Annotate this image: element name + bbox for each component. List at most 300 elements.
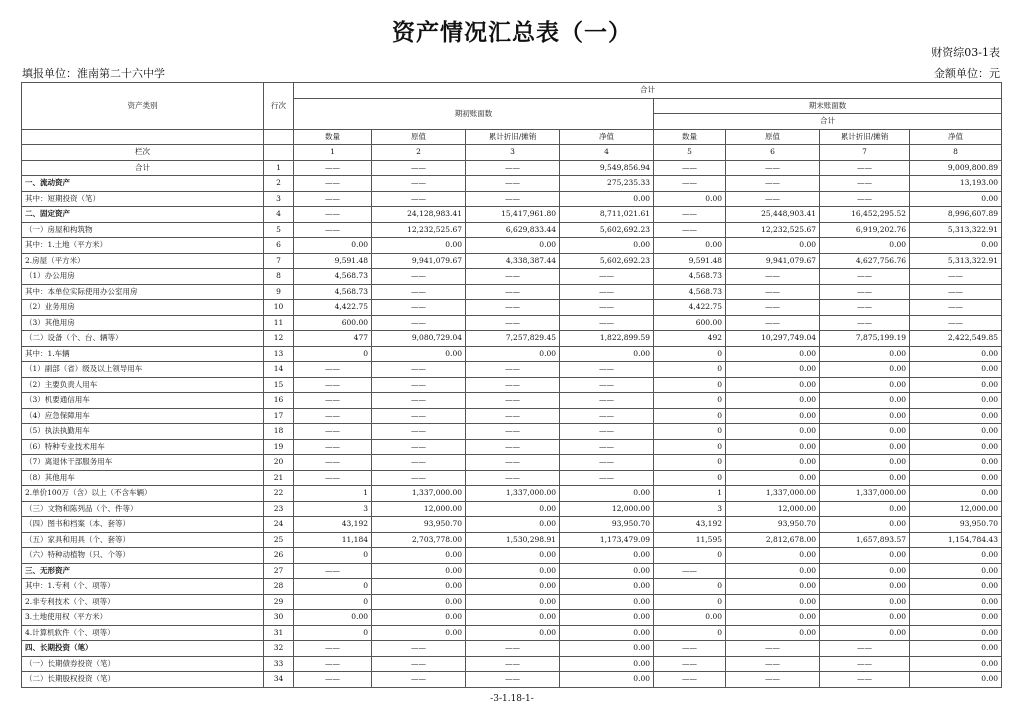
cell-value: 5,602,692.23 bbox=[560, 222, 654, 238]
cell-value: —— bbox=[466, 284, 560, 300]
cell-value: 0.00 bbox=[820, 238, 910, 254]
row-category: （4）应急保障用车 bbox=[22, 408, 264, 424]
row-category: （二）长期股权投资（笔） bbox=[22, 672, 264, 688]
cell-value: 0.00 bbox=[820, 548, 910, 564]
cell-value: 0.00 bbox=[560, 625, 654, 641]
cell-value: —— bbox=[294, 672, 372, 688]
cell-value: 0.00 bbox=[372, 238, 466, 254]
cell-value: —— bbox=[820, 191, 910, 207]
cell-value: 1,530,298.91 bbox=[466, 532, 560, 548]
cell-value: 93,950.70 bbox=[726, 517, 820, 533]
row-number: 28 bbox=[264, 579, 294, 595]
cell-value: 0.00 bbox=[910, 377, 1002, 393]
cell-value: 0.00 bbox=[910, 470, 1002, 486]
cell-value: 0.00 bbox=[560, 579, 654, 595]
cell-value: 1,657,893.57 bbox=[820, 532, 910, 548]
cell-value: —— bbox=[820, 269, 910, 285]
cell-value: 3 bbox=[294, 501, 372, 517]
cell-value: 1 bbox=[654, 486, 726, 502]
table-row bbox=[22, 222, 1002, 238]
header-col: 净值 bbox=[560, 129, 654, 145]
row-category: 2.房屋（平方米） bbox=[22, 253, 264, 269]
cell-value: 477 bbox=[294, 331, 372, 347]
cell-value: 0.00 bbox=[910, 393, 1002, 409]
cell-value: —— bbox=[654, 176, 726, 192]
header-blank bbox=[22, 129, 264, 145]
cell-value: 2,422,549.85 bbox=[910, 331, 1002, 347]
cell-value: —— bbox=[294, 455, 372, 471]
cell-value: —— bbox=[294, 377, 372, 393]
cell-value: 24,128,983.41 bbox=[372, 207, 466, 223]
header-end-balance: 期末账面数 bbox=[654, 98, 1002, 114]
cell-value: 0 bbox=[654, 548, 726, 564]
table-row bbox=[22, 284, 1002, 300]
cell-value: 0.00 bbox=[910, 362, 1002, 378]
table-row bbox=[22, 656, 1002, 672]
cell-value: 0.00 bbox=[560, 563, 654, 579]
cell-value: —— bbox=[294, 408, 372, 424]
cell-value: —— bbox=[466, 191, 560, 207]
row-number: 34 bbox=[264, 672, 294, 688]
cell-value: —— bbox=[726, 300, 820, 316]
cell-value: —— bbox=[560, 408, 654, 424]
header-col: 净值 bbox=[910, 129, 1002, 145]
cell-value: 0.00 bbox=[560, 594, 654, 610]
header-col: 数量 bbox=[654, 129, 726, 145]
table-row bbox=[22, 191, 1002, 207]
cell-value: —— bbox=[560, 315, 654, 331]
col-index: 5 bbox=[654, 145, 726, 161]
cell-value: 13,193.00 bbox=[910, 176, 1002, 192]
cell-value: 9,941,079.67 bbox=[726, 253, 820, 269]
row-category: 其中：短期投资（笔） bbox=[22, 191, 264, 207]
table-row bbox=[22, 672, 1002, 688]
cell-value: 0.00 bbox=[820, 377, 910, 393]
cell-value: 0.00 bbox=[820, 408, 910, 424]
cell-value: 10,297,749.04 bbox=[726, 331, 820, 347]
row-category: （1）副部（省）级及以上领导用车 bbox=[22, 362, 264, 378]
cell-value: —— bbox=[372, 656, 466, 672]
row-number: 12 bbox=[264, 331, 294, 347]
header-blank bbox=[264, 129, 294, 145]
cell-value: —— bbox=[294, 160, 372, 176]
cell-value: 0.00 bbox=[466, 548, 560, 564]
cell-value: 4,568.73 bbox=[654, 269, 726, 285]
cell-value: 11,184 bbox=[294, 532, 372, 548]
row-category: （3）机要通信用车 bbox=[22, 393, 264, 409]
cell-value: —— bbox=[372, 160, 466, 176]
col-index: 7 bbox=[820, 145, 910, 161]
row-number: 15 bbox=[264, 377, 294, 393]
cell-value: 5,313,322.91 bbox=[910, 253, 1002, 269]
cell-value: —— bbox=[560, 470, 654, 486]
cell-value: 0.00 bbox=[820, 579, 910, 595]
cell-value: 0.00 bbox=[294, 610, 372, 626]
cell-value: 0.00 bbox=[820, 393, 910, 409]
cell-value: 0 bbox=[654, 377, 726, 393]
cell-value: 0.00 bbox=[466, 563, 560, 579]
cell-value: 6,629,833.44 bbox=[466, 222, 560, 238]
cell-value: —— bbox=[466, 439, 560, 455]
cell-value: 0.00 bbox=[910, 408, 1002, 424]
cell-value: —— bbox=[726, 269, 820, 285]
cell-value: 9,591.48 bbox=[654, 253, 726, 269]
row-number: 23 bbox=[264, 501, 294, 517]
cell-value: 0.00 bbox=[560, 548, 654, 564]
table-row bbox=[22, 346, 1002, 362]
cell-value: —— bbox=[294, 424, 372, 440]
cell-value: —— bbox=[372, 393, 466, 409]
cell-value: 0.00 bbox=[726, 470, 820, 486]
table-row bbox=[22, 269, 1002, 285]
cell-value: 0.00 bbox=[820, 563, 910, 579]
cell-value: 9,941,079.67 bbox=[372, 253, 466, 269]
cell-value: 0.00 bbox=[820, 424, 910, 440]
cell-value: 16,452,295.52 bbox=[820, 207, 910, 223]
cell-value: 0.00 bbox=[372, 346, 466, 362]
cell-value: 0.00 bbox=[726, 346, 820, 362]
header-total: 合计 bbox=[294, 83, 1002, 99]
cell-value: 12,232,525.67 bbox=[372, 222, 466, 238]
table-row bbox=[22, 594, 1002, 610]
cell-value: —— bbox=[820, 641, 910, 657]
cell-value: 1,173,479.09 bbox=[560, 532, 654, 548]
cell-value: —— bbox=[726, 284, 820, 300]
cell-value: 0.00 bbox=[726, 625, 820, 641]
cell-value: —— bbox=[372, 672, 466, 688]
cell-value: —— bbox=[294, 176, 372, 192]
cell-value: 43,192 bbox=[654, 517, 726, 533]
cell-value: —— bbox=[466, 470, 560, 486]
cell-value: 0.00 bbox=[820, 594, 910, 610]
cell-value: —— bbox=[372, 300, 466, 316]
cell-value: 43,192 bbox=[294, 517, 372, 533]
cell-value: —— bbox=[372, 315, 466, 331]
cell-value: 0.00 bbox=[910, 486, 1002, 502]
cell-value: 93,950.70 bbox=[372, 517, 466, 533]
cell-value: 0.00 bbox=[820, 346, 910, 362]
cell-value: 4,627,756.76 bbox=[820, 253, 910, 269]
cell-value: 7,875,199.19 bbox=[820, 331, 910, 347]
cell-value: —— bbox=[466, 672, 560, 688]
cell-value: 12,000.00 bbox=[910, 501, 1002, 517]
cell-value: —— bbox=[820, 315, 910, 331]
header-col: 原值 bbox=[726, 129, 820, 145]
table-row bbox=[22, 548, 1002, 564]
cell-value: 0.00 bbox=[560, 486, 654, 502]
cell-value: 0.00 bbox=[726, 377, 820, 393]
cell-value: 0.00 bbox=[466, 517, 560, 533]
col-index: 2 bbox=[372, 145, 466, 161]
cell-value: 9,549,856.94 bbox=[560, 160, 654, 176]
cell-value: 0.00 bbox=[820, 470, 910, 486]
cell-value: —— bbox=[726, 315, 820, 331]
cell-value: 12,232,525.67 bbox=[726, 222, 820, 238]
cell-value: 0.00 bbox=[294, 238, 372, 254]
cell-value: 4,338,387.44 bbox=[466, 253, 560, 269]
cell-value: 0.00 bbox=[726, 548, 820, 564]
table-header bbox=[22, 83, 1002, 161]
row-number: 9 bbox=[264, 284, 294, 300]
col-index: 4 bbox=[560, 145, 654, 161]
cell-value: —— bbox=[372, 284, 466, 300]
table-row bbox=[22, 501, 1002, 517]
row-category: （2）主要负责人用车 bbox=[22, 377, 264, 393]
cell-value: 0 bbox=[654, 579, 726, 595]
row-category: 4.计算机软件（个、项等） bbox=[22, 625, 264, 641]
cell-value: 0 bbox=[654, 424, 726, 440]
cell-value: —— bbox=[654, 563, 726, 579]
row-number: 18 bbox=[264, 424, 294, 440]
row-category: （一）房屋和构筑物 bbox=[22, 222, 264, 238]
cell-value: 0 bbox=[294, 346, 372, 362]
cell-value: 0.00 bbox=[910, 455, 1002, 471]
cell-value: —— bbox=[726, 176, 820, 192]
cell-value: —— bbox=[466, 362, 560, 378]
row-number: 1 bbox=[264, 160, 294, 176]
cell-value: 0.00 bbox=[726, 238, 820, 254]
cell-value: 0.00 bbox=[910, 625, 1002, 641]
cell-value: 12,000.00 bbox=[560, 501, 654, 517]
col-index: 8 bbox=[910, 145, 1002, 161]
cell-value: 0.00 bbox=[372, 579, 466, 595]
cell-value: —— bbox=[466, 377, 560, 393]
form-number: 财资综03-1表 bbox=[931, 46, 1000, 59]
cell-value: —— bbox=[466, 269, 560, 285]
table-row bbox=[22, 579, 1002, 595]
cell-value: 0.00 bbox=[726, 563, 820, 579]
header-category: 资产类别 bbox=[22, 83, 264, 130]
row-number: 3 bbox=[264, 191, 294, 207]
cell-value: —— bbox=[820, 672, 910, 688]
row-number: 4 bbox=[264, 207, 294, 223]
cell-value: 0.00 bbox=[466, 346, 560, 362]
row-category: 三、无形资产 bbox=[22, 563, 264, 579]
row-category: （8）其他用车 bbox=[22, 470, 264, 486]
cell-value: 1,154,784.43 bbox=[910, 532, 1002, 548]
cell-value: —— bbox=[294, 656, 372, 672]
cell-value: 0.00 bbox=[560, 672, 654, 688]
cell-value: 0.00 bbox=[466, 579, 560, 595]
header-col: 数量 bbox=[294, 129, 372, 145]
cell-value: 9,080,729.04 bbox=[372, 331, 466, 347]
row-number: 22 bbox=[264, 486, 294, 502]
row-number: 8 bbox=[264, 269, 294, 285]
header-row-no: 行次 bbox=[264, 83, 294, 130]
cell-value: 0.00 bbox=[910, 439, 1002, 455]
row-category: （四）图书和档案（本、套等） bbox=[22, 517, 264, 533]
cell-value: 0.00 bbox=[726, 362, 820, 378]
cell-value: 0.00 bbox=[654, 238, 726, 254]
cell-value: 93,950.70 bbox=[560, 517, 654, 533]
cell-value: 0.00 bbox=[820, 362, 910, 378]
cell-value: —— bbox=[294, 191, 372, 207]
table-row bbox=[22, 331, 1002, 347]
asset-summary-table bbox=[21, 82, 1002, 688]
table-row bbox=[22, 439, 1002, 455]
row-category: 2.单价100万（含）以上（不含车辆） bbox=[22, 486, 264, 502]
cell-value: 0.00 bbox=[910, 656, 1002, 672]
cell-value: —— bbox=[294, 207, 372, 223]
row-category: （2）业务用房 bbox=[22, 300, 264, 316]
cell-value: 0.00 bbox=[654, 610, 726, 626]
row-number: 21 bbox=[264, 470, 294, 486]
cell-value: 0.00 bbox=[910, 346, 1002, 362]
cell-value: 0.00 bbox=[372, 548, 466, 564]
cell-value: 0.00 bbox=[560, 346, 654, 362]
cell-value: 0 bbox=[654, 455, 726, 471]
cell-value: 0.00 bbox=[466, 238, 560, 254]
row-category: 2.非专利技术（个、项等） bbox=[22, 594, 264, 610]
cell-value: —— bbox=[560, 455, 654, 471]
cell-value: —— bbox=[372, 191, 466, 207]
row-number: 16 bbox=[264, 393, 294, 409]
col-index: 3 bbox=[466, 145, 560, 161]
cell-value: 0 bbox=[654, 594, 726, 610]
cell-value: —— bbox=[372, 362, 466, 378]
cell-value: —— bbox=[654, 672, 726, 688]
table-row bbox=[22, 455, 1002, 471]
cell-value: —— bbox=[466, 408, 560, 424]
cell-value: —— bbox=[654, 207, 726, 223]
row-number: 33 bbox=[264, 656, 294, 672]
row-number: 11 bbox=[264, 315, 294, 331]
cell-value: 0.00 bbox=[560, 191, 654, 207]
row-category: （三）文物和陈列品（个、件等） bbox=[22, 501, 264, 517]
cell-value: —— bbox=[820, 176, 910, 192]
cell-value: 0.00 bbox=[910, 238, 1002, 254]
cell-value: —— bbox=[294, 470, 372, 486]
cell-value: 0.00 bbox=[910, 594, 1002, 610]
row-number: 25 bbox=[264, 532, 294, 548]
cell-value: —— bbox=[372, 269, 466, 285]
col-index-label: 栏次 bbox=[22, 145, 264, 161]
cell-value: 93,950.70 bbox=[910, 517, 1002, 533]
cell-value: 0 bbox=[654, 439, 726, 455]
cell-value: —— bbox=[560, 439, 654, 455]
cell-value: 6,919,202.76 bbox=[820, 222, 910, 238]
cell-value: —— bbox=[466, 424, 560, 440]
cell-value: —— bbox=[726, 641, 820, 657]
row-category: （5）执法执勤用车 bbox=[22, 424, 264, 440]
col-index: 1 bbox=[294, 145, 372, 161]
page-number: -3-1.18-1- bbox=[490, 694, 534, 704]
cell-value: 0.00 bbox=[820, 625, 910, 641]
table-row bbox=[22, 625, 1002, 641]
row-number: 30 bbox=[264, 610, 294, 626]
cell-value: —— bbox=[294, 439, 372, 455]
cell-value: —— bbox=[910, 284, 1002, 300]
cell-value: —— bbox=[466, 176, 560, 192]
cell-value: —— bbox=[466, 641, 560, 657]
cell-value: —— bbox=[820, 656, 910, 672]
cell-value: 3 bbox=[654, 501, 726, 517]
row-category: （1）办公用房 bbox=[22, 269, 264, 285]
table-row bbox=[22, 362, 1002, 378]
cell-value: 4,568.73 bbox=[294, 284, 372, 300]
row-number: 27 bbox=[264, 563, 294, 579]
cell-value: —— bbox=[372, 470, 466, 486]
cell-value: —— bbox=[372, 176, 466, 192]
cell-value: 0 bbox=[294, 625, 372, 641]
cell-value: —— bbox=[910, 300, 1002, 316]
cell-value: 492 bbox=[654, 331, 726, 347]
cell-value: 0 bbox=[654, 408, 726, 424]
cell-value: 2,703,778.00 bbox=[372, 532, 466, 548]
cell-value: 275,235.33 bbox=[560, 176, 654, 192]
table-row bbox=[22, 377, 1002, 393]
row-number: 14 bbox=[264, 362, 294, 378]
row-category: 其中：1.专利（个、项等） bbox=[22, 579, 264, 595]
row-number: 17 bbox=[264, 408, 294, 424]
row-number: 20 bbox=[264, 455, 294, 471]
cell-value: —— bbox=[820, 284, 910, 300]
cell-value: 12,000.00 bbox=[726, 501, 820, 517]
cell-value: —— bbox=[372, 424, 466, 440]
cell-value: 8,711,021.61 bbox=[560, 207, 654, 223]
cell-value: 600.00 bbox=[654, 315, 726, 331]
table-row bbox=[22, 160, 1002, 176]
header-col: 原值 bbox=[372, 129, 466, 145]
cell-value: —— bbox=[654, 641, 726, 657]
cell-value: 0.00 bbox=[560, 641, 654, 657]
row-number: 10 bbox=[264, 300, 294, 316]
row-category: 其中：1.车辆 bbox=[22, 346, 264, 362]
cell-value: —— bbox=[560, 284, 654, 300]
table-row bbox=[22, 610, 1002, 626]
reporting-unit: 填报单位：淮南第二十六中学 bbox=[22, 67, 165, 80]
cell-value: 25,448,903.41 bbox=[726, 207, 820, 223]
cell-value: 0.00 bbox=[654, 191, 726, 207]
cell-value: —— bbox=[726, 160, 820, 176]
row-category: 3.土地使用权（平方米） bbox=[22, 610, 264, 626]
row-category: 合计 bbox=[22, 160, 264, 176]
header-begin-balance: 期初账面数 bbox=[294, 98, 654, 129]
cell-value: —— bbox=[560, 300, 654, 316]
table-row bbox=[22, 315, 1002, 331]
cell-value: —— bbox=[466, 160, 560, 176]
row-number: 5 bbox=[264, 222, 294, 238]
table-row bbox=[22, 253, 1002, 269]
cell-value: —— bbox=[820, 300, 910, 316]
cell-value: 1,822,899.59 bbox=[560, 331, 654, 347]
header-end-subtotal: 合计 bbox=[654, 114, 1002, 130]
cell-value: —— bbox=[372, 641, 466, 657]
cell-value: 0.00 bbox=[466, 625, 560, 641]
table-row bbox=[22, 517, 1002, 533]
cell-value: 5,313,322.91 bbox=[910, 222, 1002, 238]
money-unit: 金额单位：元 bbox=[934, 67, 1000, 80]
table-row bbox=[22, 424, 1002, 440]
cell-value: 0.00 bbox=[560, 610, 654, 626]
cell-value: 0.00 bbox=[726, 610, 820, 626]
cell-value: 4,422.75 bbox=[654, 300, 726, 316]
cell-value: 0 bbox=[294, 548, 372, 564]
cell-value: —— bbox=[294, 222, 372, 238]
table-row bbox=[22, 532, 1002, 548]
row-number: 26 bbox=[264, 548, 294, 564]
table-row bbox=[22, 238, 1002, 254]
row-number: 24 bbox=[264, 517, 294, 533]
row-category: 一、流动资产 bbox=[22, 176, 264, 192]
row-number: 29 bbox=[264, 594, 294, 610]
cell-value: —— bbox=[372, 455, 466, 471]
cell-value: 11,595 bbox=[654, 532, 726, 548]
cell-value: —— bbox=[560, 269, 654, 285]
cell-value: 0 bbox=[654, 362, 726, 378]
cell-value: 0.00 bbox=[372, 563, 466, 579]
row-category: （五）家具和用具（个、套等） bbox=[22, 532, 264, 548]
